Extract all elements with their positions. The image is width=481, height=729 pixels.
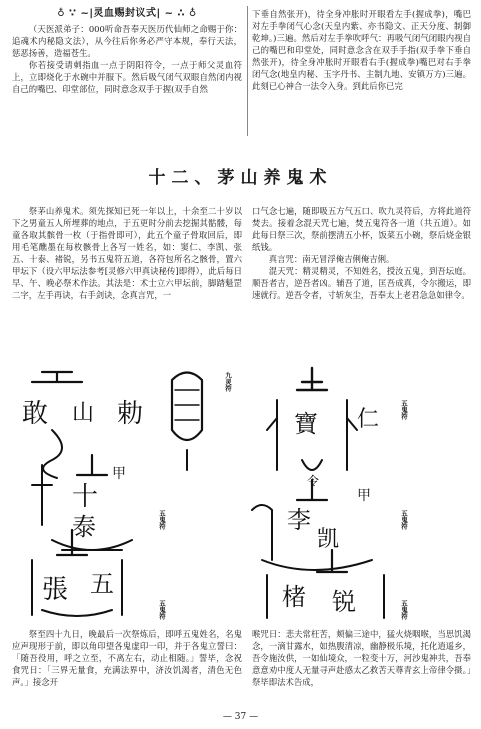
paragraph: 下垂自然张开)，待全身冲胀时开眼看左手(握成拳)，嘴巴对左手拳闭气心念(天皇内紫、亦书隐文、正天分度、制御乾坤。)三遍。然后对左手拳吹呼气：再吸气闭气闭眼内视自己的嘴巴和印堂处，同时意念含在双手手指(双手拳下垂自然张开)，待全身冲胀时开眼看右手(握成拳)嘴巴对右手拳闭气念(地皇内秘、玉字丹书、主制九地、安镇万方)三遍。此刻已心神合一法令入身。到此后你已完: [252, 9, 471, 91]
bottom-right-column: [252, 628, 471, 688]
top-left-column: [12, 8, 242, 95]
paragraph: 真言咒：南无冒浮俺吉俐俺吉俐。: [268, 254, 395, 264]
talisman-glyph: 锐: [332, 588, 356, 616]
paragraph: 口气念七遍，随即吸五方气五口、吹九灵符后，方将此道符焚去。接着念混天咒七遍，焚五鬼符各一道（共五道）。如此每日祭三次，祭前摆清五小杯，饭菜五小碗，祭后烧金银纸钱。: [252, 206, 471, 252]
talisman-tag: 五鬼符: [400, 510, 408, 530]
bottom-left-column: [12, 628, 242, 688]
talisman-tag: 五鬼符: [400, 400, 408, 420]
talisman-wugui-5: [267, 550, 384, 618]
top-right-column: [252, 8, 471, 92]
talisman-figures: [12, 360, 471, 622]
paragraph: 你若接受请刺指血一点于阴阳符令，一点于师父灵血符上，立即烧化于水碗中并服下。然后吸气闭气双眼自然闭内视自己的嘴巴、印堂部位，同时意念双手于握(双手自然: [12, 60, 242, 94]
talisman-wugui-4: [32, 530, 122, 616]
mid-right-column: [252, 205, 471, 301]
talisman-glyph: 五: [90, 570, 114, 598]
section-box-title: ♁ ∵ ~|灵血赐封议式| ~ ∴ ♁: [57, 8, 197, 19]
talisman-glyph: 李: [287, 506, 311, 534]
paragraph: 喉咒日：悲夫常枉苦，颊偏三途中，猛火烧咽喉，当思饥渴念，一滴甘露水，如热腹清凉，幽静极乐境，托化逍遥乡，吾令施汝供，一如仙境众，一粒变十万，河沙鬼神共，吾奉意意劝中度人无量寻声赴感太乙救苦天尊青玄上帝律令摄。」祭毕即法术告成，: [252, 629, 471, 687]
talisman-glyph: 張: [42, 575, 69, 605]
talisman-tag: 九灵符: [224, 372, 232, 392]
talisman-tag: 五鬼符: [400, 600, 408, 620]
talisman-glyph: 山: [72, 401, 95, 426]
paragraph: 祭茅山养鬼术。须先探知已死一年以上，十余至二十岁以下之男童五人所埋葬的地点，于五更时分前去挖掘其骷髅，每童各取其髌骨一枚（于指骨即可），此五个童子骨取回后，即用毛笔醮墨在每枚骸骨上各写一姓名，如：窦仁、李凯、张五、十泰、褚锐，另书五鬼符五道，各符包所名之骸骨，置六甲坛下（设六甲坛法参考[灵修六甲真诀秘传]即得），此后每日早、午、晚必祭术作法。其法是：术士立六甲坛前，脚踏魁罡二字，左手再诀，右手剑诀，念真言咒，一: [12, 206, 242, 300]
page-number: — 37 —: [222, 712, 259, 722]
talisman-glyph: 敢: [22, 399, 49, 429]
talisman-tag: 五鬼符: [158, 510, 166, 530]
talisman-jiuling: [22, 372, 202, 478]
talisman-glyph: 甲: [357, 488, 371, 504]
talisman-glyph: 凯: [317, 527, 340, 552]
paragraph: 混天咒：精灵精灵，不知姓名，授汝五鬼，到吾坛庭。顺吾者吉，逆吾者凶。辅吾了道，匡吾成真，令尔搬运，即速就行。逆吾令者，寸斩灰尘，吾奉太上老君急急如律令。: [252, 266, 471, 300]
talisman-glyph: 勅: [117, 399, 144, 429]
talisman-wugui-2: [32, 455, 132, 550]
talisman-glyph: 寶: [294, 410, 318, 438]
paragraph: 祭至四十九日，晚最后一次祭炼后，即呼五鬼姓名，名鬼应声现形于前，即以角印望各鬼虚印一印，并于各鬼立誓曰：「随吾役用，呼之立至，不离左右，动止相随。」誓毕，念祝食咒日：「三界无量食，充满法界中，济汝饥渴者，清色无色声。」接念开: [12, 629, 242, 687]
mid-left-column: [12, 205, 242, 301]
talisman-glyph: 十: [72, 482, 99, 512]
column-divider: [247, 6, 248, 136]
talisman-glyph: 甲: [112, 466, 126, 482]
talisman-glyph: 仁: [357, 407, 380, 432]
talisman-glyph: 令: [307, 474, 320, 488]
chapter-title: 十二、茅山养鬼术: [148, 168, 333, 188]
paragraph: （天医派弟子：000听命吾奉天医历代仙师之命赐于你：追魂术内秘隐文法），从今往后你务必严守本规，奉行天法，惩恶扬善，造福苍生。: [12, 24, 242, 58]
talisman-tag: 五鬼符: [158, 600, 166, 620]
talisman-glyph: 泰: [72, 513, 96, 541]
talisman-wugui-1: [267, 368, 379, 488]
talisman-wugui-3: [252, 480, 372, 570]
talisman-glyph: 楮: [282, 583, 306, 611]
